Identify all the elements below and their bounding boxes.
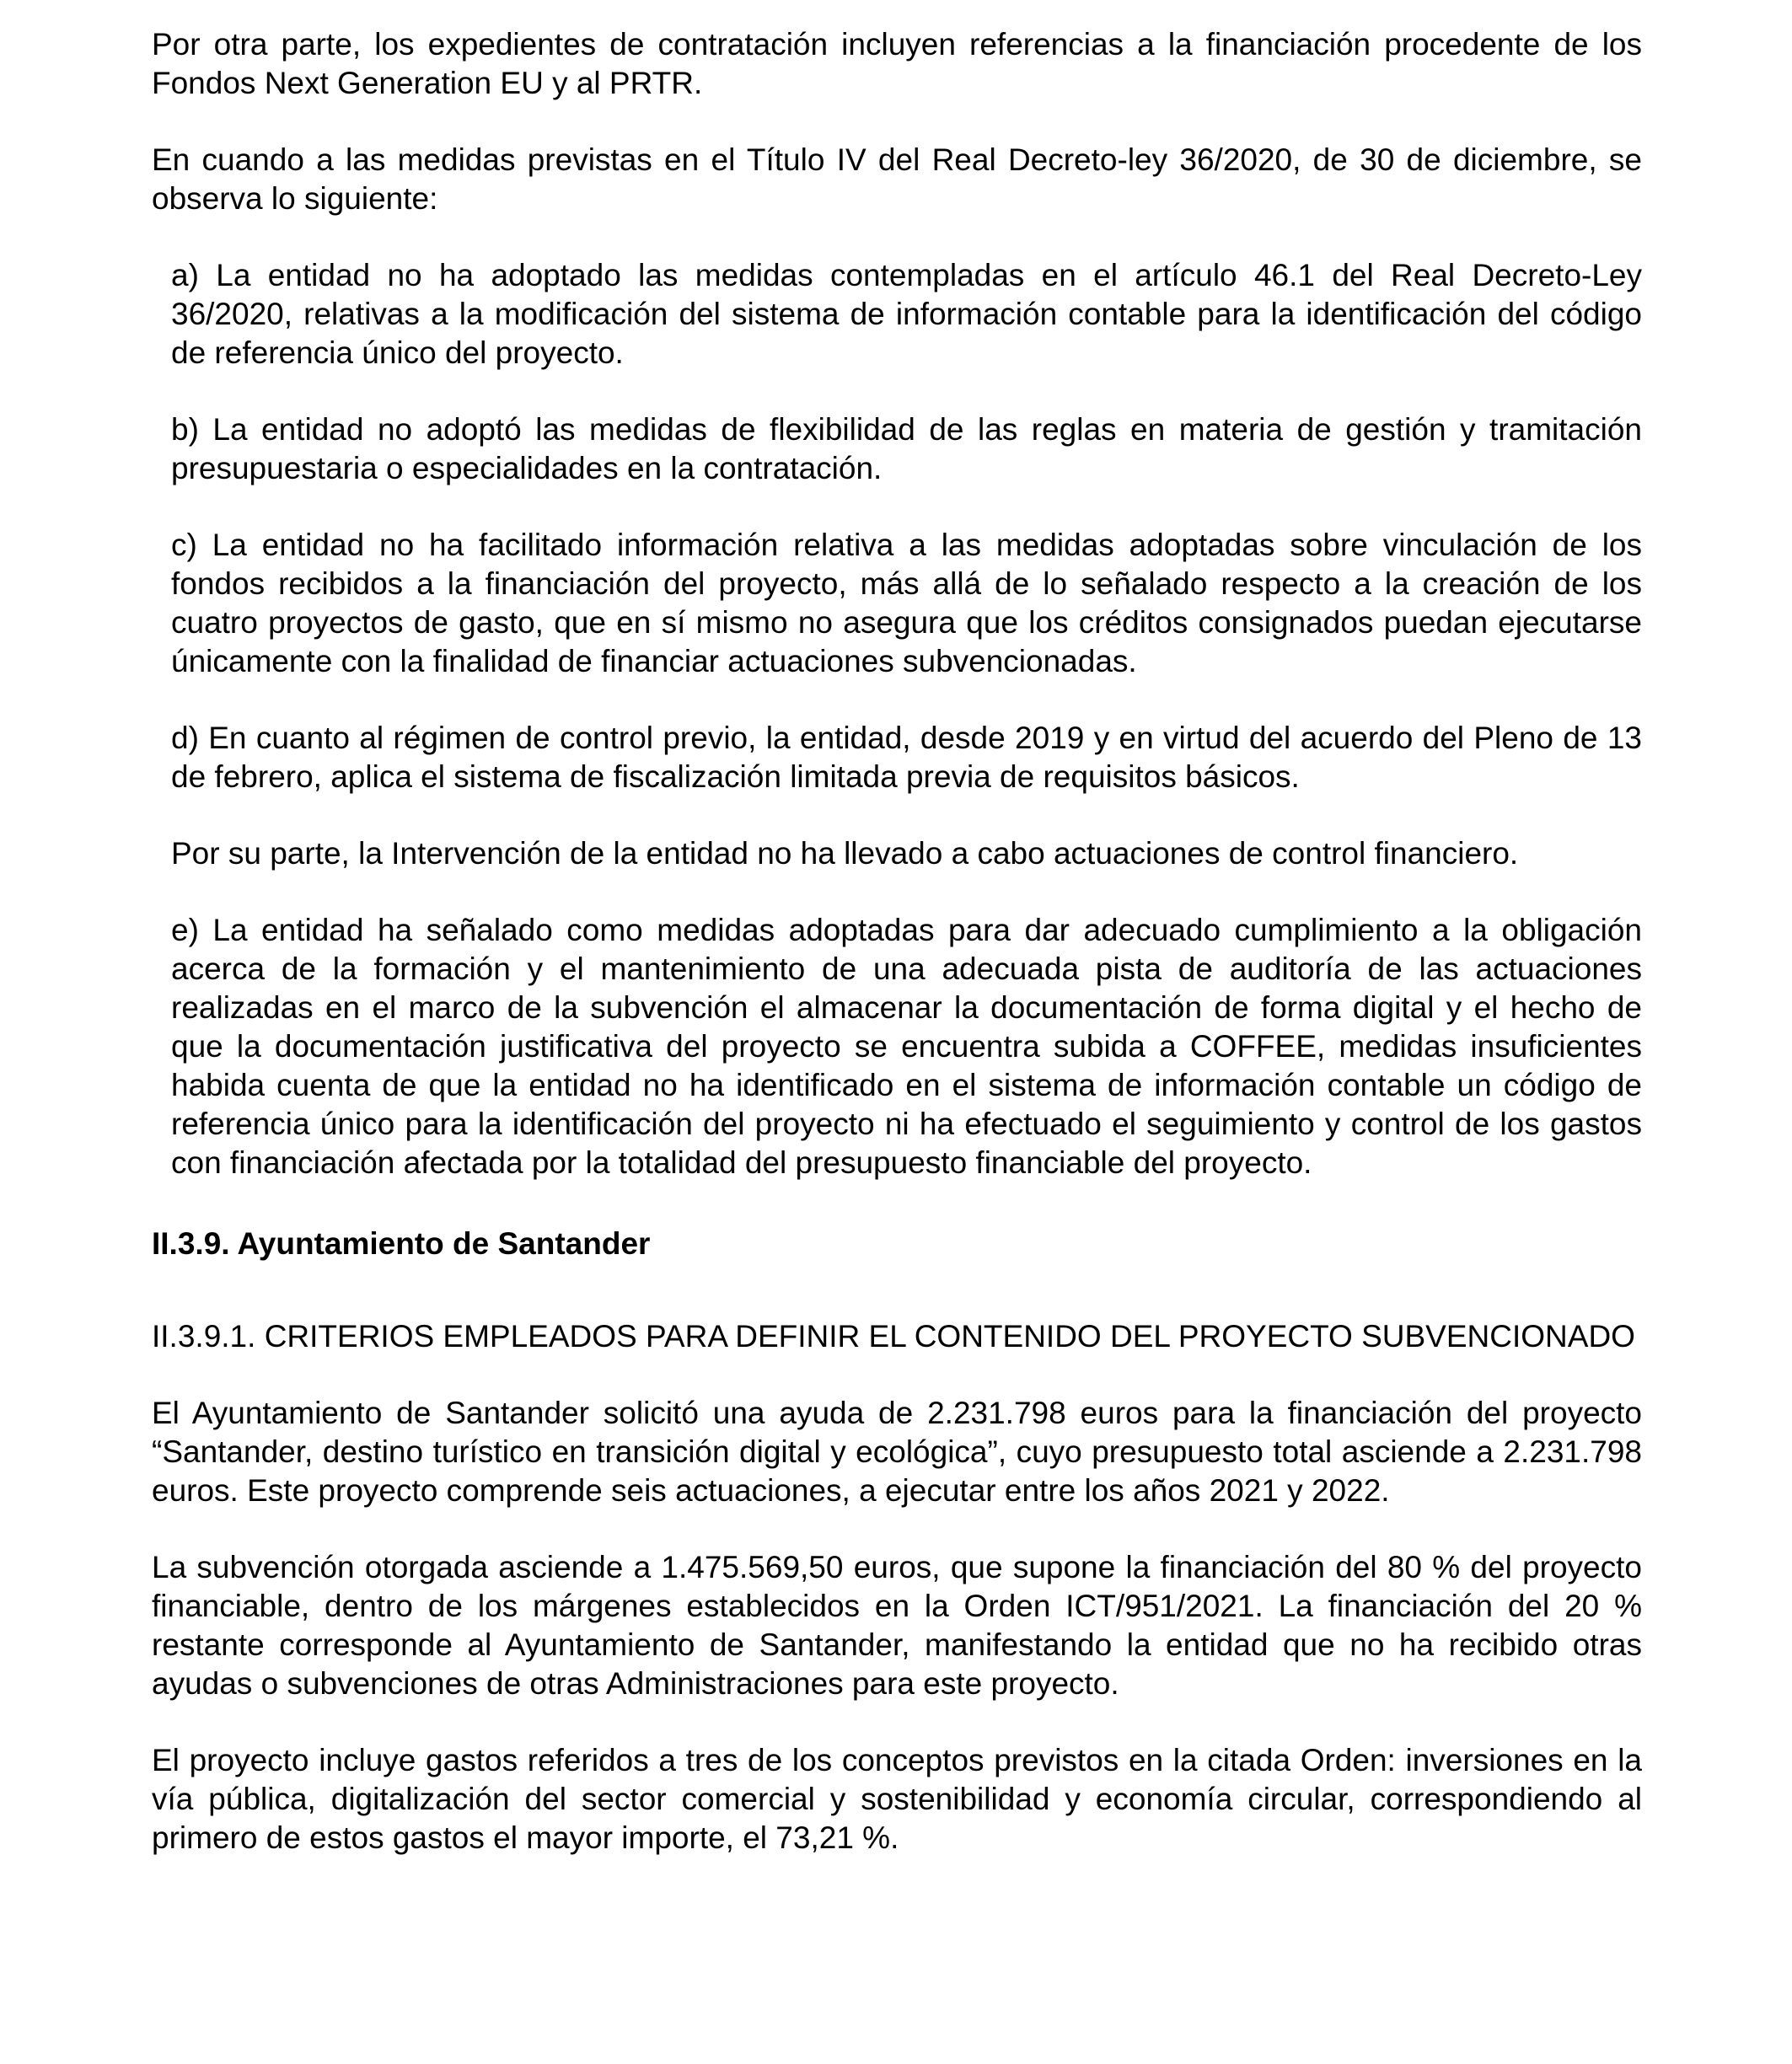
paragraph-measures-intro: En cuando a las medidas previstas en el Título IV del Real Decreto-ley 36/2020, de 30 de diciembre, se observa lo siguiente:	[152, 142, 1642, 216]
measure-item-e: e) La entidad ha señalado como medidas adoptadas para dar adecuado cumplimiento a la obligación acerca de la formación y el mantenimiento de una adecuada pista de auditoría de las actuaciones realizadas en el marco de la subvención el almacenar la documentación de forma digital y el hecho de que la documentación justificativa del proyecto se encuentra subida a COFFEE, medidas insuficientes habida cuenta de que la entidad no ha identificado en el sistema de información contable un código de referencia único para la identificación del proyecto ni ha efectuado el seguimiento y control de los gastos con financiación afectada por la totalidad del presupuesto financiable del proyecto.	[171, 913, 1642, 1180]
paragraph-grant-awarded: La subvención otorgada asciende a 1.475.569,50 euros, que supone la financiación del 80 % del proyecto financiable, dentro de los márgenes establecidos en la Orden ICT/951/2021. La financiación del 20 % restante corresponde al Ayuntamiento de Santander, manifestando la entidad que no ha recibido otras ayudas o subvenciones de otras Administraciones para este proyecto.	[152, 1550, 1642, 1701]
document-page	[152, 25, 1642, 1858]
paragraph-expense-concepts: El proyecto incluye gastos referidos a tres de los conceptos previstos en la citada Orden: inversiones en la vía pública, digitalización del sector comercial y sostenibilidad y economía circular, correspondiendo al primero de estos gastos el mayor importe, el 73,21 %.	[152, 1743, 1642, 1855]
measure-item-b: b) La entidad no adoptó las medidas de flexibilidad de las reglas en materia de gestión y tramitación presupuestaria o especialidades en la contratación.	[171, 412, 1642, 485]
paragraph-aid-request: El Ayuntamiento de Santander solicitó una ayuda de 2.231.798 euros para la financiación del proyecto “Santander, destino turístico en transición digital y ecológica”, cuyo presupuesto total asciende a 2.231.798 euros. Este proyecto comprende seis actuaciones, a ejecutar entre los años 2021 y 2022.	[152, 1396, 1642, 1508]
measure-item-a: a) La entidad no ha adoptado las medidas contempladas en el artículo 46.1 del Real Decreto-Ley 36/2020, relativas a la modificación del sistema de información contable para la identificación del código de referencia único del proyecto.	[171, 258, 1642, 370]
subsection-heading: II.3.9.1. CRITERIOS EMPLEADOS PARA DEFINIR EL CONTENIDO DEL PROYECTO SUBVENCIONADO	[152, 1319, 1635, 1354]
measure-item-d: d) En cuanto al régimen de control previo, la entidad, desde 2019 y en virtud del acuerdo del Pleno de 13 de febrero, aplica el sistema de fiscalización limitada previa de requisitos básicos.	[171, 721, 1642, 794]
measure-item-c: c) La entidad no ha facilitado información relativa a las medidas adoptadas sobre vinculación de los fondos recibidos a la financiación del proyecto, más allá de lo señalado respecto a la creación de los cuatro proyectos de gasto, que en sí mismo no asegura que los créditos consignados puedan ejecutarse únicamente con la finalidad de financiar actuaciones subvencionadas.	[171, 528, 1642, 678]
section-heading: II.3.9. Ayuntamiento de Santander	[152, 1226, 651, 1261]
paragraph-funding-references: Por otra parte, los expedientes de contratación incluyen referencias a la financiación procedente de los Fondos Next Generation EU y al PRTR.	[152, 27, 1642, 100]
paragraph-financial-control: Por su parte, la Intervención de la entidad no ha llevado a cabo actuaciones de control financiero.	[171, 836, 1519, 871]
